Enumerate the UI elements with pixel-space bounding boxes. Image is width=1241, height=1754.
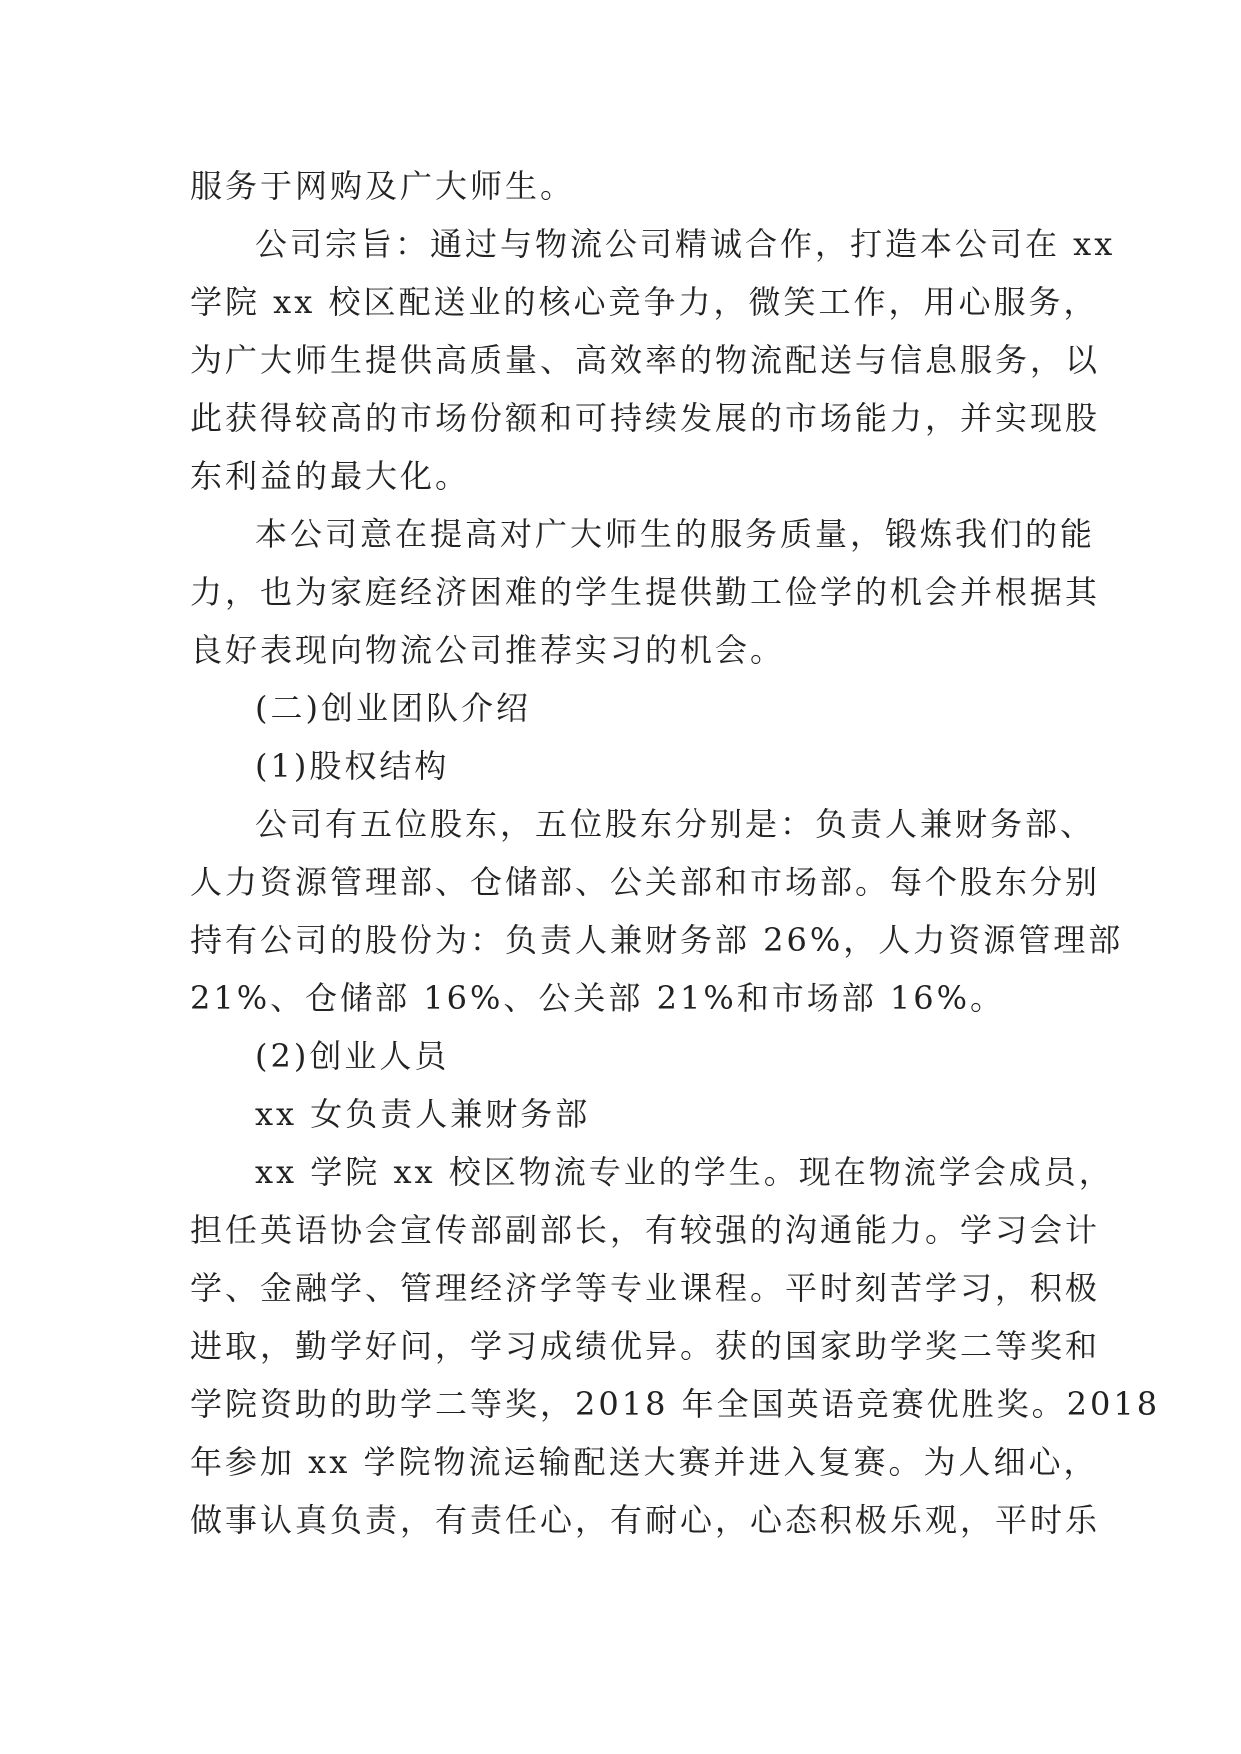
text-line: 东利益的最大化。	[190, 457, 471, 495]
text-line: 21%、仓储部 16%、公关部 21%和市场部 16%。	[190, 979, 1006, 1017]
text-line: 持有公司的股份为：负责人兼财务部 26%，人力资源管理部	[190, 921, 1124, 959]
text-line: 人力资源管理部、仓储部、公关部和市场部。每个股东分别	[190, 863, 1101, 901]
subsection-heading: (2)创业人员	[255, 1037, 450, 1075]
text-line: xx 学院 xx 校区物流专业的学生。现在物流学会成员，	[255, 1153, 1114, 1191]
text-line: 公司有五位股东，五位股东分别是：负责人兼财务部、	[255, 805, 1096, 843]
subsection-heading: (1)股权结构	[255, 747, 450, 785]
text-line: 本公司意在提高对广大师生的服务质量，锻炼我们的能	[255, 515, 1096, 553]
text-line: 学院 xx 校区配送业的核心竞争力，微笑工作，用心服务，	[190, 283, 1099, 321]
text-line: 做事认真负责，有责任心，有耐心，心态积极乐观，平时乐	[190, 1501, 1101, 1539]
text-line: xx 女负责人兼财务部	[255, 1095, 591, 1133]
text-line: 此获得较高的市场份额和可持续发展的市场能力，并实现股	[190, 399, 1101, 437]
text-line: 担任英语协会宣传部副部长，有较强的沟通能力。学习会计	[190, 1211, 1101, 1249]
text-line: 公司宗旨：通过与物流公司精诚合作，打造本公司在 xx	[255, 225, 1116, 263]
text-line: 学、金融学、管理经济学等专业课程。平时刻苦学习，积极	[190, 1269, 1101, 1307]
text-line: 年参加 xx 学院物流运输配送大赛并进入复赛。为人细心，	[190, 1443, 1099, 1481]
text-line: 力，也为家庭经济困难的学生提供勤工俭学的机会并根据其	[190, 573, 1101, 611]
section-heading: (二)创业团队介绍	[255, 689, 531, 727]
text-line: 学院资助的助学二等奖，2018 年全国英语竞赛优胜奖。2018	[190, 1385, 1161, 1423]
text-line: 进取，勤学好问，学习成绩优异。获的国家助学奖二等奖和	[190, 1327, 1101, 1365]
text-line: 服务于网购及广大师生。	[190, 167, 576, 205]
text-line: 为广大师生提供高质量、高效率的物流配送与信息服务，以	[190, 341, 1101, 379]
text-line: 良好表现向物流公司推荐实习的机会。	[190, 631, 786, 669]
